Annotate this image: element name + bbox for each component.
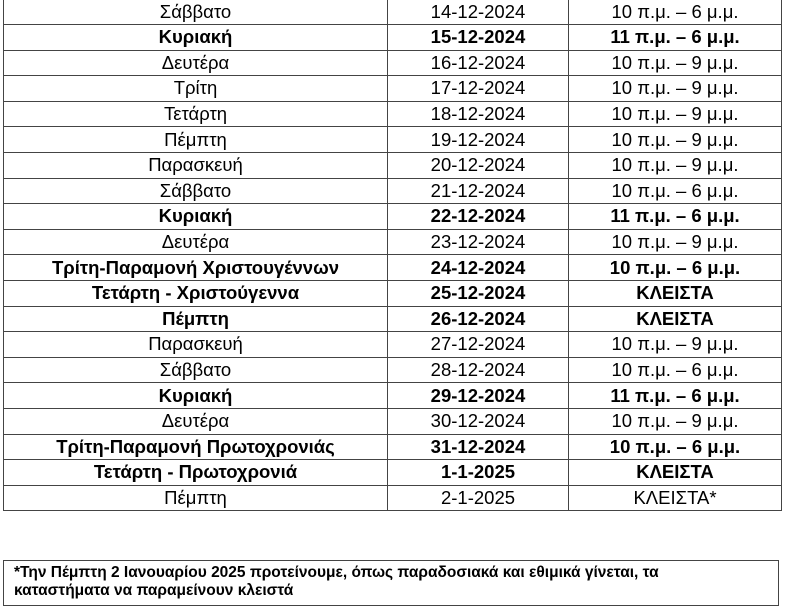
date-cell: 2-1-2025 <box>388 485 569 511</box>
hours-cell: 10 π.μ. – 6 μ.μ. <box>569 255 782 281</box>
day-cell: Πέμπτη <box>4 127 388 153</box>
day-cell: Δευτέρα <box>4 229 388 255</box>
table-row <box>4 306 782 332</box>
day-cell: Τετάρτη - Χριστούγεννα <box>4 280 388 306</box>
date-cell: 19-12-2024 <box>388 127 569 153</box>
hours-cell: 10 π.μ. – 9 μ.μ. <box>569 127 782 153</box>
day-cell: Σάββατο <box>4 0 388 25</box>
hours-cell: ΚΛΕΙΣΤΑ <box>569 280 782 306</box>
hours-cell: 11 π.μ. – 6 μ.μ. <box>569 383 782 409</box>
date-cell: 29-12-2024 <box>388 383 569 409</box>
table-row <box>4 357 782 383</box>
hours-cell: ΚΛΕΙΣΤΑ <box>569 306 782 332</box>
date-cell: 20-12-2024 <box>388 152 569 178</box>
day-cell: Τρίτη-Παραμονή Χριστουγέννων <box>4 255 388 281</box>
date-cell: 1-1-2025 <box>388 460 569 486</box>
hours-cell: 10 π.μ. – 6 μ.μ. <box>569 434 782 460</box>
hours-cell: 11 π.μ. – 6 μ.μ. <box>569 25 782 51</box>
hours-cell: 10 π.μ. – 6 μ.μ. <box>569 178 782 204</box>
day-cell: Σάββατο <box>4 357 388 383</box>
date-cell: 18-12-2024 <box>388 101 569 127</box>
hours-cell: 10 π.μ. – 9 μ.μ. <box>569 332 782 358</box>
hours-cell: ΚΛΕΙΣΤΑ* <box>569 485 782 511</box>
table-row <box>4 0 782 25</box>
day-cell: Κυριακή <box>4 25 388 51</box>
day-cell: Σάββατο <box>4 178 388 204</box>
hours-cell: 10 π.μ. – 6 μ.μ. <box>569 357 782 383</box>
date-cell: 25-12-2024 <box>388 280 569 306</box>
day-cell: Κυριακή <box>4 204 388 230</box>
table-row <box>4 76 782 102</box>
hours-cell: ΚΛΕΙΣΤΑ <box>569 460 782 486</box>
footnote-box <box>3 560 779 606</box>
table-row <box>4 485 782 511</box>
hours-cell: 10 π.μ. – 9 μ.μ. <box>569 152 782 178</box>
holiday-hours-table <box>3 0 782 511</box>
day-cell: Τετάρτη <box>4 101 388 127</box>
date-cell: 15-12-2024 <box>388 25 569 51</box>
date-cell: 26-12-2024 <box>388 306 569 332</box>
date-cell: 22-12-2024 <box>388 204 569 230</box>
date-cell: 16-12-2024 <box>388 50 569 76</box>
day-cell: Τρίτη <box>4 76 388 102</box>
footnote-line-1: *Την Πέμπτη 2 Ιανουαρίου 2025 προτείνουμε, όπως παραδοσιακά και εθιμικά γίνεται, τα <box>14 564 659 581</box>
table-row <box>4 229 782 255</box>
date-cell: 28-12-2024 <box>388 357 569 383</box>
day-cell: Τρίτη-Παραμονή Πρωτοχρονιάς <box>4 434 388 460</box>
hours-cell: 11 π.μ. – 6 μ.μ. <box>569 204 782 230</box>
table-row <box>4 152 782 178</box>
table-row <box>4 50 782 76</box>
day-cell: Δευτέρα <box>4 50 388 76</box>
hours-cell: 10 π.μ. – 9 μ.μ. <box>569 229 782 255</box>
date-cell: 14-12-2024 <box>388 0 569 25</box>
table-row <box>4 408 782 434</box>
day-cell: Κυριακή <box>4 383 388 409</box>
date-cell: 21-12-2024 <box>388 178 569 204</box>
date-cell: 31-12-2024 <box>388 434 569 460</box>
hours-cell: 10 π.μ. – 9 μ.μ. <box>569 101 782 127</box>
day-cell: Πέμπτη <box>4 306 388 332</box>
table-row <box>4 383 782 409</box>
schedule-body <box>4 0 782 511</box>
hours-cell: 10 π.μ. – 9 μ.μ. <box>569 76 782 102</box>
table-row <box>4 280 782 306</box>
hours-cell: 10 π.μ. – 6 μ.μ. <box>569 0 782 25</box>
day-cell: Δευτέρα <box>4 408 388 434</box>
date-cell: 24-12-2024 <box>388 255 569 281</box>
day-cell: Παρασκευή <box>4 152 388 178</box>
date-cell: 27-12-2024 <box>388 332 569 358</box>
date-cell: 23-12-2024 <box>388 229 569 255</box>
table-row <box>4 178 782 204</box>
day-cell: Τετάρτη - Πρωτοχρονιά <box>4 460 388 486</box>
table-row <box>4 434 782 460</box>
hours-cell: 10 π.μ. – 9 μ.μ. <box>569 50 782 76</box>
table-row <box>4 332 782 358</box>
date-cell: 30-12-2024 <box>388 408 569 434</box>
day-cell: Παρασκευή <box>4 332 388 358</box>
day-cell: Πέμπτη <box>4 485 388 511</box>
table-row <box>4 127 782 153</box>
footnote-line-2: καταστήματα να παραμείνουν κλειστά <box>14 582 294 599</box>
hours-cell: 10 π.μ. – 9 μ.μ. <box>569 408 782 434</box>
table-row <box>4 255 782 281</box>
table-row <box>4 101 782 127</box>
table-row <box>4 25 782 51</box>
table-row <box>4 204 782 230</box>
table-row <box>4 460 782 486</box>
date-cell: 17-12-2024 <box>388 76 569 102</box>
